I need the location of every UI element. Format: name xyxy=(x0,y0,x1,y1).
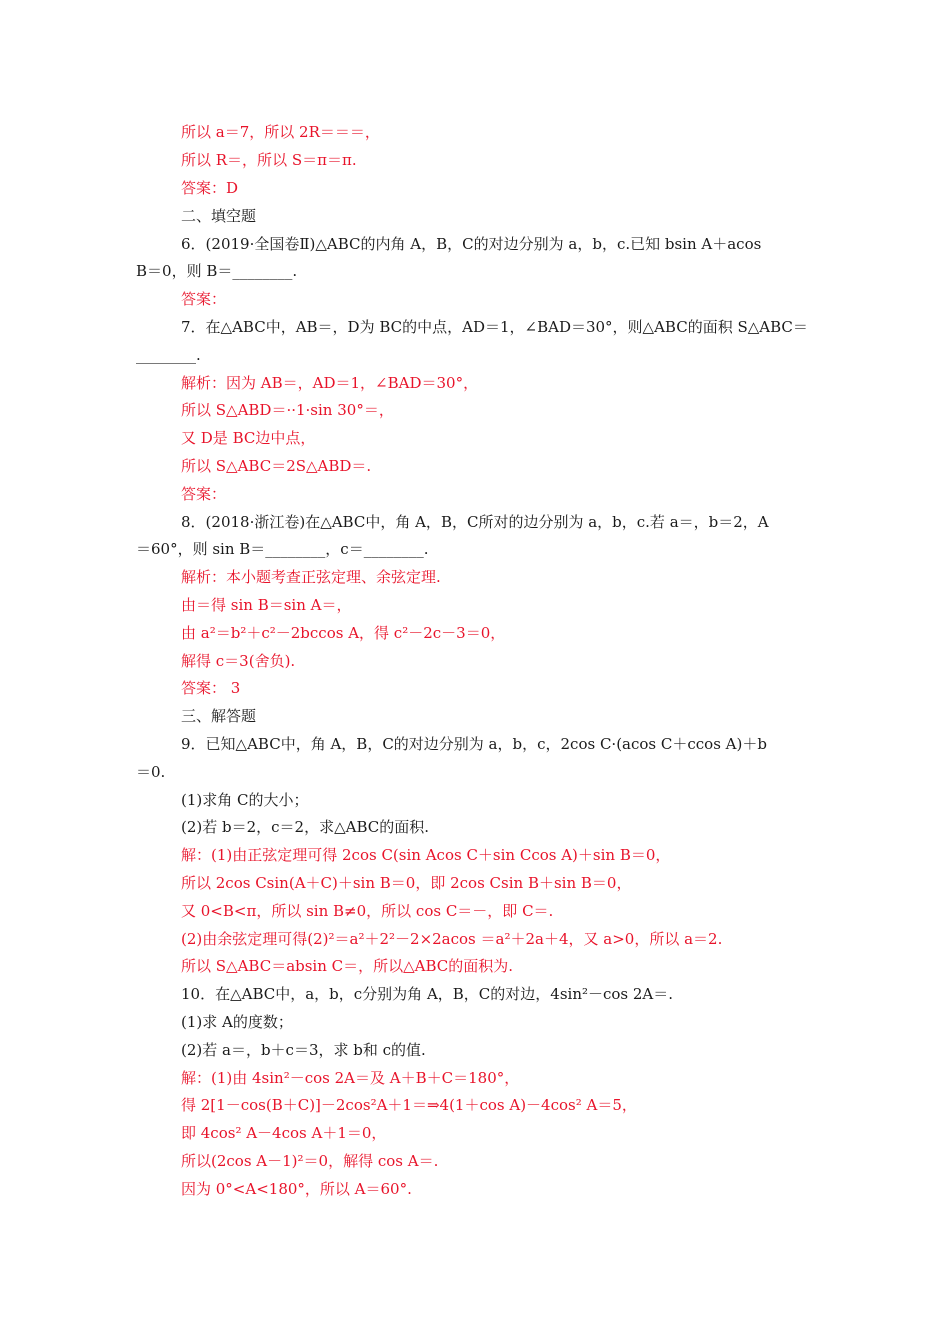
solution-line: 解析：因为 AB＝，AD＝1，∠BAD＝30°， xyxy=(181,374,479,392)
solution-line: 所以(2cos A－1)²＝0，解得 cos A＝. xyxy=(181,1152,439,1170)
question-line: 7．在△ABC中，AB＝，D为 BC的中点，AD＝1，∠BAD＝30°，则△ABC的面积 S△ABC＝ xyxy=(181,318,808,336)
question-line: (1)求 A的度数； xyxy=(181,1013,293,1031)
solution-line: 解：(1)由正弦定理可得 2cos C(sin Acos C＋sin Ccos A)＋sin B＝0， xyxy=(181,846,671,864)
answer-line: 答案：D xyxy=(181,179,239,197)
question-line: 6．(2019·全国卷Ⅱ)△ABC的内角 A，B，C的对边分别为 a，b，c.已知 bsin A＋acos xyxy=(181,235,762,253)
question-line: 10．在△ABC中，a，b，c分别为角 A，B，C的对边，4sin²－cos 2A＝. xyxy=(181,985,674,1003)
answer-line: 答案： 3 xyxy=(181,679,241,697)
solution-line: 又 0<B<π，所以 sin B≠0，所以 cos C＝－，即 C＝. xyxy=(181,902,554,920)
section-heading: 二、填空题 xyxy=(181,207,257,225)
solution-line: 解析：本小题考查正弦定理、余弦定理. xyxy=(181,568,441,586)
solution-line: 即 4cos² A－4cos A＋1＝0， xyxy=(181,1124,387,1142)
text-line: 所以 R＝，所以 S＝π＝π. xyxy=(181,151,357,169)
question-line: 8．(2018·浙江卷)在△ABC中，角 A，B，C所对的边分别为 a，b，c.若 a＝，b＝2，A xyxy=(181,513,769,531)
solution-line: 又 D是 BC边中点， xyxy=(181,429,316,447)
solution-line: 所以 S△ABD＝··1·sin 30°＝， xyxy=(181,401,394,419)
solution-line: 所以 S△ABC＝absin C＝，所以△ABC的面积为. xyxy=(181,957,514,975)
question-line: ＝60°，则 sin B＝________，c＝________. xyxy=(136,540,429,558)
answer-line: 答案： xyxy=(181,485,227,503)
section-heading: 三、解答题 xyxy=(181,707,257,725)
solution-line: 得 2[1－cos(B＋C)]－2cos²A＋1＝⇒4(1＋cos A)－4cos² A＝5， xyxy=(181,1096,637,1114)
solution-line: 解得 c＝3(舍负). xyxy=(181,652,296,670)
solution-line: 由 a²＝b²＋c²－2bccos A，得 c²－2c－3＝0， xyxy=(181,624,506,642)
answer-line: 答案： xyxy=(181,290,227,308)
question-line: ________. xyxy=(136,346,201,364)
question-line: (1)求角 C的大小； xyxy=(181,791,309,809)
solution-line: (2)由余弦定理可得(2)²＝a²＋2²－2×2acos ＝a²＋2a＋4，又 a>0，所以 a＝2. xyxy=(181,930,723,948)
question-line: (2)若 a＝，b＋c＝3，求 b和 c的值. xyxy=(181,1041,426,1059)
solution-line: 由＝得 sin B＝sin A＝， xyxy=(181,596,352,614)
question-line: 9．已知△ABC中，角 A，B，C的对边分别为 a，b，c，2cos C·(acos C＋ccos A)＋b xyxy=(181,735,767,753)
solution-line: 所以 S△ABC＝2S△ABD＝. xyxy=(181,457,372,475)
question-line: (2)若 b＝2，c＝2，求△ABC的面积. xyxy=(181,818,430,836)
solution-line: 所以 2cos Csin(A＋C)＋sin B＝0，即 2cos Csin B＋sin B＝0， xyxy=(181,874,632,892)
solution-line: 因为 0°<A<180°，所以 A＝60°. xyxy=(181,1180,412,1198)
solution-line: 解：(1)由 4sin²－cos 2A＝及 A＋B＋C＝180°， xyxy=(181,1069,520,1087)
question-line: ＝0. xyxy=(136,763,166,781)
text-line: 所以 a＝7，所以 2R＝＝＝， xyxy=(181,123,380,141)
question-line: B＝0，则 B＝________. xyxy=(136,262,298,280)
